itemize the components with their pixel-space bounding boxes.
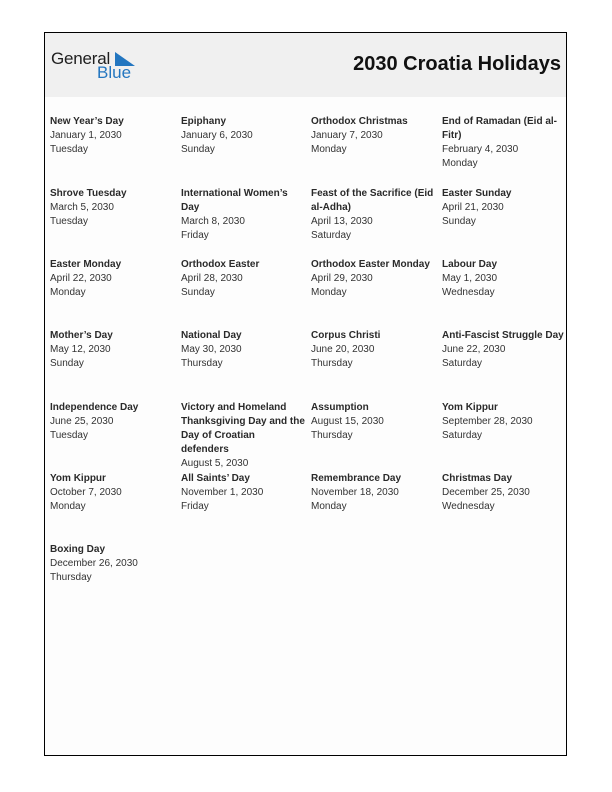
holiday-name: Anti-Fascist Struggle Day <box>442 330 564 341</box>
holiday-weekday: Saturday <box>442 358 483 369</box>
holiday-name: Boxing Day <box>50 544 106 555</box>
holiday-weekday: Thursday <box>181 358 223 369</box>
holiday-name: Feast of the Sacrifice (Eid al-Adha) <box>311 188 434 213</box>
holiday-date: January 6, 2030 <box>181 130 253 141</box>
holiday-name: Shrove Tuesday <box>50 188 127 199</box>
holiday-date: April 29, 2030 <box>311 273 373 284</box>
holiday-date: April 28, 2030 <box>181 273 243 284</box>
holiday-name: Labour Day <box>442 259 498 270</box>
holiday-weekday: Monday <box>311 501 347 512</box>
holiday-item <box>50 258 174 300</box>
holiday-item <box>442 187 566 229</box>
holiday-weekday: Tuesday <box>50 144 88 155</box>
holiday-date: May 30, 2030 <box>181 344 242 355</box>
holiday-name: Mother’s Day <box>50 330 113 341</box>
holiday-item <box>311 472 435 514</box>
holiday-weekday: Monday <box>442 158 478 169</box>
holiday-name: Epiphany <box>181 116 227 127</box>
holiday-item <box>311 187 435 243</box>
holiday-weekday: Wednesday <box>442 501 495 512</box>
holiday-date: March 8, 2030 <box>181 216 245 227</box>
holiday-item <box>442 472 566 514</box>
holiday-date: August 5, 2030 <box>181 458 249 469</box>
holiday-name: Remembrance Day <box>311 473 402 484</box>
holiday-item <box>50 329 174 371</box>
holiday-name: Assumption <box>311 402 369 413</box>
holiday-weekday: Monday <box>50 501 86 512</box>
page-title: 2030 Croatia Holidays <box>353 53 561 75</box>
holiday-weekday: Sunday <box>50 358 84 369</box>
page-frame <box>44 32 567 756</box>
holiday-weekday: Friday <box>181 230 209 241</box>
holiday-weekday: Sunday <box>181 287 215 298</box>
holiday-weekday: Monday <box>311 144 347 155</box>
holiday-date: May 12, 2030 <box>50 344 111 355</box>
brand-logo <box>51 49 141 83</box>
holiday-item <box>311 258 435 300</box>
holiday-item <box>442 258 566 300</box>
holiday-name: Orthodox Christmas <box>311 116 408 127</box>
holiday-date: June 25, 2030 <box>50 416 114 427</box>
holiday-weekday: Friday <box>181 501 209 512</box>
logo-text-blue: Blue <box>97 63 132 82</box>
logo-text-general: General <box>51 49 111 68</box>
holiday-item <box>181 329 305 371</box>
holiday-weekday: Thursday <box>50 572 92 583</box>
holiday-item <box>442 401 566 443</box>
holiday-date: January 1, 2030 <box>50 130 122 141</box>
holiday-item <box>311 401 435 443</box>
holiday-date: April 13, 2030 <box>311 216 373 227</box>
holiday-item <box>181 115 305 157</box>
holiday-date: December 26, 2030 <box>50 558 138 569</box>
holiday-date: November 18, 2030 <box>311 487 399 498</box>
holiday-name: Corpus Christi <box>311 330 381 341</box>
holiday-date: April 21, 2030 <box>442 202 504 213</box>
holiday-name: Independence Day <box>50 402 139 413</box>
holiday-name: Christmas Day <box>442 473 513 484</box>
holiday-name: National Day <box>181 330 242 341</box>
holiday-date: May 1, 2030 <box>442 273 498 284</box>
holiday-item <box>181 187 305 243</box>
holiday-name: Yom Kippur <box>442 402 498 413</box>
holiday-name: Yom Kippur <box>50 473 106 484</box>
holiday-item <box>442 115 566 171</box>
holiday-date: September 28, 2030 <box>442 416 533 427</box>
holiday-weekday: Wednesday <box>442 287 495 298</box>
holiday-date: June 22, 2030 <box>442 344 506 355</box>
holiday-date: March 5, 2030 <box>50 202 114 213</box>
holiday-name: Orthodox Easter <box>181 259 260 270</box>
holiday-item <box>311 115 435 157</box>
holiday-date: December 25, 2030 <box>442 487 530 498</box>
header-band <box>45 33 566 97</box>
holiday-date: February 4, 2030 <box>442 144 519 155</box>
holiday-item <box>50 543 174 585</box>
holiday-weekday: Tuesday <box>50 216 88 227</box>
holiday-name: New Year’s Day <box>50 116 124 127</box>
holiday-weekday: Sunday <box>181 144 215 155</box>
holiday-name: Orthodox Easter Monday <box>311 259 430 270</box>
holiday-item <box>181 258 305 300</box>
holiday-name: Victory and Homeland Thanksgiving Day and the Day of Croatian defenders <box>181 402 305 455</box>
holiday-date: April 22, 2030 <box>50 273 112 284</box>
holiday-item <box>50 472 174 514</box>
holiday-item <box>311 329 435 371</box>
holiday-date: January 7, 2030 <box>311 130 383 141</box>
holiday-item <box>50 401 174 443</box>
holiday-weekday: Tuesday <box>50 430 88 441</box>
holiday-name: All Saints’ Day <box>181 473 250 484</box>
holiday-date: October 7, 2030 <box>50 487 122 498</box>
holiday-weekday: Saturday <box>442 430 483 441</box>
holiday-name: Easter Monday <box>50 259 122 270</box>
holiday-name: End of Ramadan (Eid al-Fitr) <box>442 116 558 141</box>
holiday-weekday: Monday <box>311 287 347 298</box>
holiday-date: November 1, 2030 <box>181 487 264 498</box>
holiday-item <box>181 401 305 471</box>
holiday-weekday: Thursday <box>311 430 353 441</box>
holiday-item <box>442 329 566 371</box>
holiday-name: Easter Sunday <box>442 188 512 199</box>
holiday-weekday: Monday <box>50 287 86 298</box>
holiday-item <box>181 472 305 514</box>
holiday-item <box>50 115 174 157</box>
holiday-date: June 20, 2030 <box>311 344 375 355</box>
holiday-weekday: Sunday <box>442 216 476 227</box>
holiday-name: International Women’s Day <box>181 188 288 213</box>
holiday-weekday: Thursday <box>311 358 353 369</box>
holiday-weekday: Saturday <box>311 230 352 241</box>
holiday-date: August 15, 2030 <box>311 416 384 427</box>
holiday-item <box>50 187 174 229</box>
